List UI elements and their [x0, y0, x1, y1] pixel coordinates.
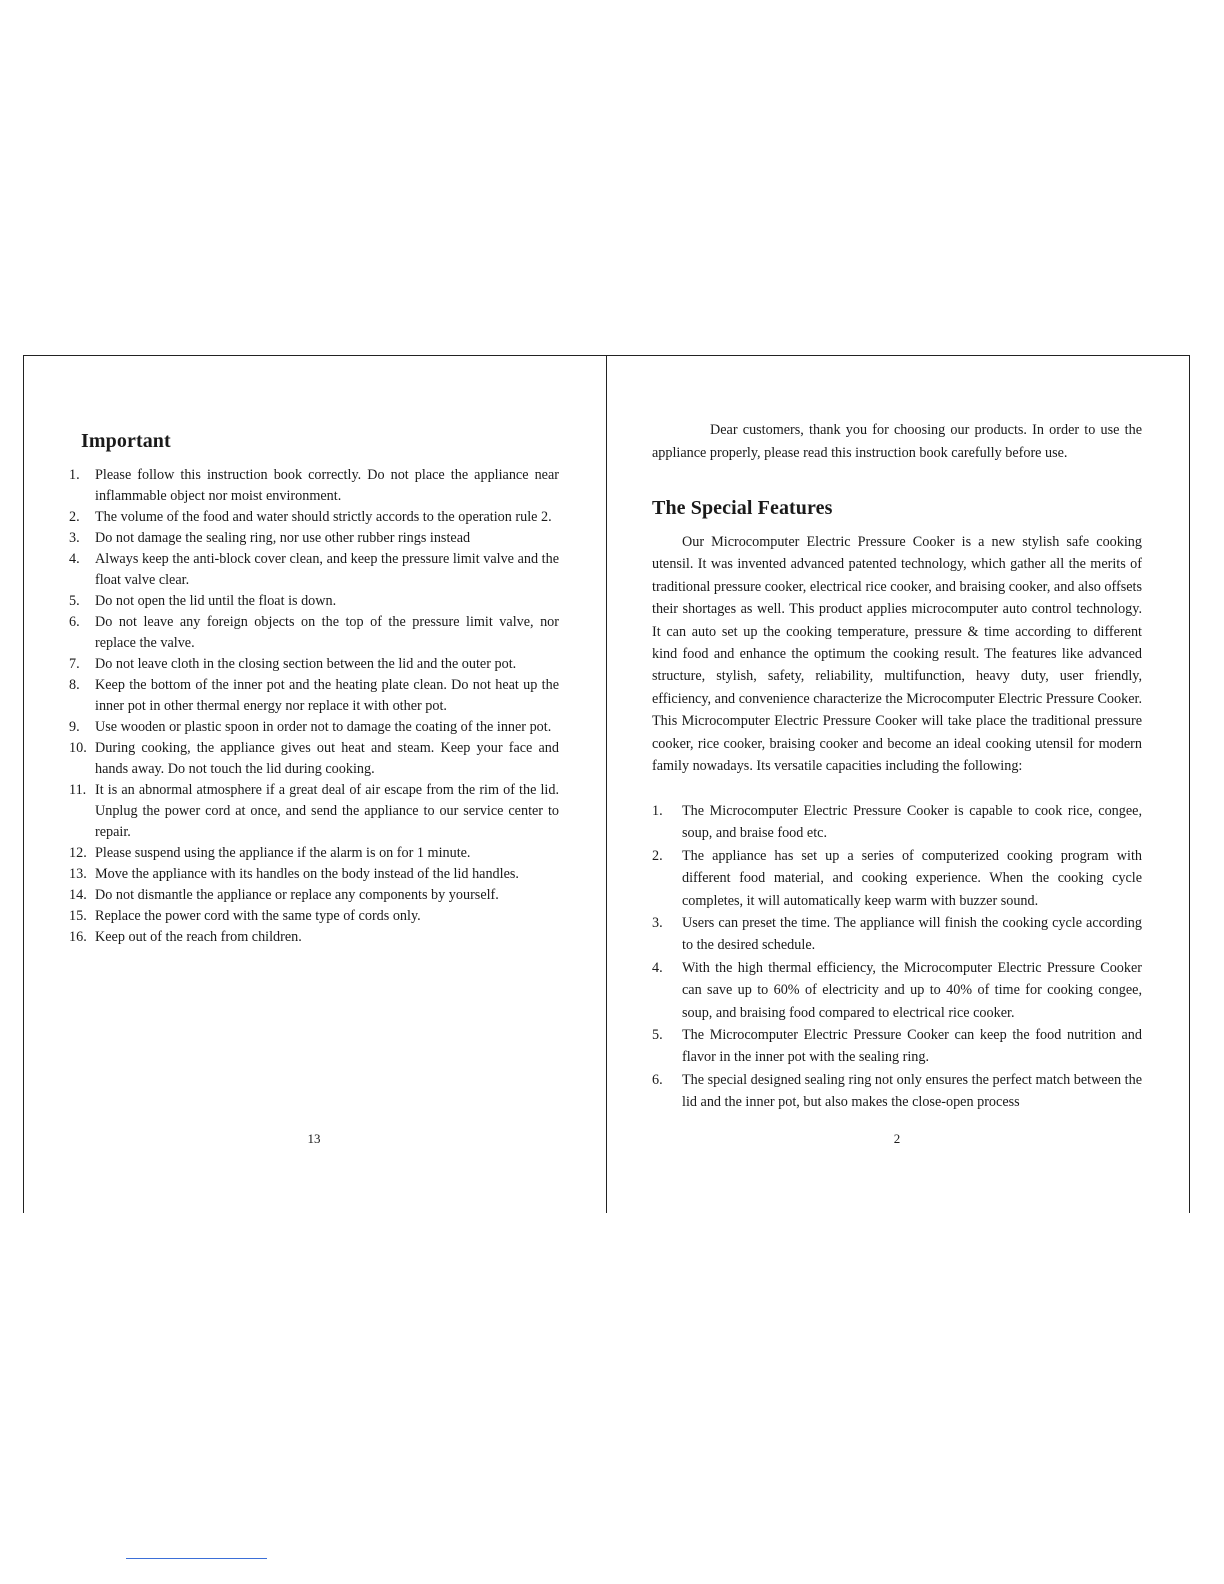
rule-number: 7. [69, 656, 80, 672]
rule-item [69, 528, 559, 549]
rule-text: Move the appliance with its handles on the body instead of the lid handles. [95, 866, 519, 882]
rule-text: Do not open the lid until the float is down. [95, 593, 337, 609]
features-paragraph: Our Microcomputer Electric Pressure Cooker is a new stylish safe cooking utensil. It was invented advanced patented technology, which gather all the merits of traditional pressure cooker, electrical rice cooker, and braising cooker, and also offsets their shortages as well. This product applies microcomputer auto control technology. It can auto set up the cooking temperature, pressure & time according to different kind food and enhance the optimum the cooking result. The features like advanced structure, stylish, safety, reliability, multifunction, heavy duty, user friendly, efficiency, and convenience characterize the Microcomputer Electric Pressure Cooker. This Microcomputer Electric Pressure Cooker will take place the traditional pressure cooker, rice cooker, braising cooker and become an ideal cooking utensil for modern family nowadays. Its versatile capacities including the following: [652, 534, 1142, 775]
rule-text: During cooking, the appliance gives out heat and steam. Keep your face and hands away. Do not touch the lid during cooking. [95, 740, 559, 777]
feature-item [652, 957, 1142, 1024]
rule-text: Do not damage the sealing ring, nor use other rubber rings instead [95, 530, 471, 546]
center-divider [606, 355, 607, 1213]
feature-number: 1. [652, 803, 663, 819]
feature-number: 4. [652, 959, 663, 976]
feature-number: 5. [652, 1027, 663, 1044]
rule-text: Do not dismantle the appliance or replace any components by yourself. [95, 887, 499, 903]
rule-number: 6. [69, 614, 80, 630]
feature-number: 2. [652, 847, 663, 864]
feature-item [652, 912, 1142, 957]
link-underline[interactable] [126, 1558, 267, 1559]
rule-number: 13. [69, 866, 87, 882]
rule-item [69, 906, 559, 927]
important-heading: Important [81, 430, 171, 452]
left-page-number: 13 [307, 1131, 321, 1146]
rule-number: 15. [69, 908, 87, 924]
rule-item [69, 654, 559, 675]
rule-item [69, 465, 559, 507]
intro-paragraph: Dear customers, thank you for choosing our products. In order to use the appliance properly, please read this instruction book carefully before use. [652, 422, 1142, 461]
right-page [606, 356, 1189, 1214]
rule-item [69, 612, 559, 654]
feature-text: The Microcomputer Electric Pressure Cooker is capable to cook rice, congee, soup, and braise food etc. [682, 803, 1142, 842]
rule-number: 5. [69, 593, 80, 609]
rule-number: 14. [69, 887, 87, 903]
rule-item [69, 843, 559, 864]
rule-number: 1. [69, 467, 80, 483]
left-page [23, 356, 606, 1214]
rule-number: 8. [69, 677, 80, 693]
feature-text: The appliance has set up a series of computerized cooking program with different food material, and cooking experience. When the cooking cycle completes, it will automatically keep warm with buzzer sound. [682, 847, 1142, 909]
feature-item [652, 1069, 1142, 1114]
feature-item [652, 845, 1142, 912]
special-features-heading: The Special Features [652, 497, 833, 519]
feature-text: With the high thermal efficiency, the Microcomputer Electric Pressure Cooker can save up to 60% of electricity and up to 40% of time for cooking congee, soup, and braising food compared to electrical rice cooker. [682, 959, 1142, 1021]
rule-text: It is an abnormal atmosphere if a great deal of air escape from the rim of the lid. Unplug the power cord at once, and send the appliance to our service center to repair. [95, 782, 559, 840]
rule-item [69, 549, 559, 591]
rule-item [69, 780, 559, 843]
rule-text: Keep out of the reach from children. [95, 929, 302, 945]
feature-text: The special designed sealing ring not only ensures the perfect match between the lid and the inner pot, but also makes the close-open process [682, 1071, 1142, 1111]
feature-item [652, 1024, 1142, 1069]
rule-number: 3. [69, 530, 80, 546]
rule-item [69, 717, 559, 738]
rule-text: Use wooden or plastic spoon in order not to damage the coating of the inner pot. [95, 719, 552, 735]
rule-item [69, 864, 559, 885]
rule-item [69, 738, 559, 780]
rule-number: 12. [69, 845, 87, 861]
feature-item [652, 800, 1142, 845]
rule-number: 9. [69, 719, 80, 735]
rule-text: Always keep the anti-block cover clean, and keep the pressure limit valve and the float valve clear. [95, 551, 559, 588]
right-border [1189, 355, 1190, 1213]
rule-item [69, 507, 559, 528]
rule-item [69, 885, 559, 906]
rule-text: Do not leave any foreign objects on the top of the pressure limit valve, nor replace the valve. [95, 614, 559, 651]
rule-number: 4. [69, 551, 80, 567]
feature-text: The Microcomputer Electric Pressure Cooker can keep the food nutrition and flavor in the inner pot with the sealing ring. [682, 1027, 1142, 1066]
rule-number: 10. [69, 740, 87, 756]
rule-text: The volume of the food and water should strictly accords to the operation rule 2. [95, 509, 552, 525]
rule-text: Replace the power cord with the same type of cords only. [95, 908, 421, 924]
important-rules-list [69, 465, 559, 948]
left-border [23, 355, 24, 1213]
features-list [652, 800, 1142, 1114]
rule-item [69, 675, 559, 717]
right-page-number: 2 [893, 1131, 901, 1146]
rule-item [69, 591, 559, 612]
feature-number: 6. [652, 1071, 663, 1088]
rule-number: 11. [69, 782, 87, 798]
rule-number: 2. [69, 509, 80, 525]
rule-text: Do not leave cloth in the closing section between the lid and the outer pot. [95, 656, 517, 672]
feature-number: 3. [652, 915, 663, 932]
feature-text: Users can preset the time. The appliance will finish the cooking cycle according to the desired schedule. [682, 915, 1142, 954]
rule-item [69, 927, 559, 948]
rule-text: Keep the bottom of the inner pot and the heating plate clean. Do not heat up the inner pot in other thermal energy nor replace it with other pot. [95, 677, 559, 714]
rule-number: 16. [69, 929, 87, 945]
rule-text: Please follow this instruction book correctly. Do not place the appliance near inflammable object nor moist environment. [95, 467, 559, 504]
rule-text: Please suspend using the appliance if the alarm is on for 1 minute. [95, 845, 471, 861]
